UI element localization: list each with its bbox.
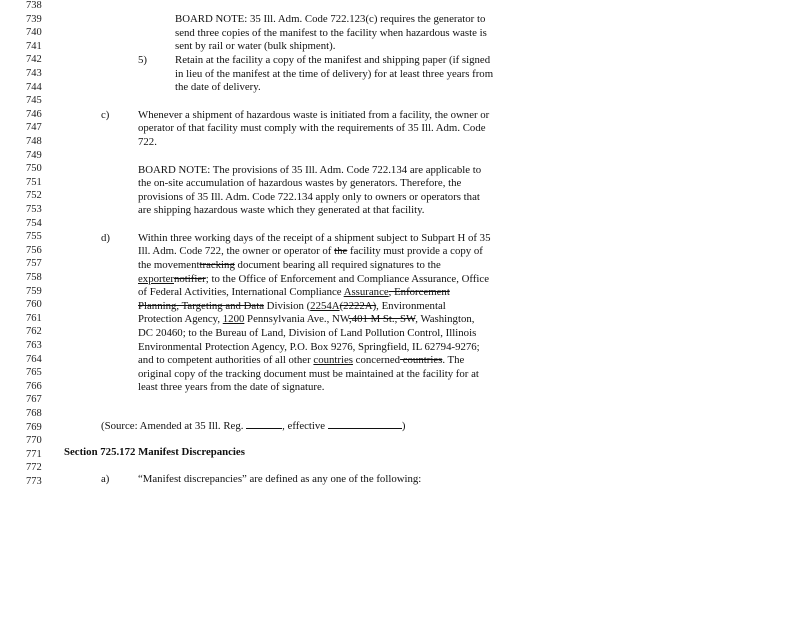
line-number: 738 — [26, 0, 42, 11]
inserted-text: Assurance — [343, 286, 389, 298]
deleted-text: Planning, Targeting and Data — [138, 300, 264, 312]
line-number: 740 — [26, 27, 42, 39]
line-number: 758 — [26, 272, 42, 283]
blank-line — [246, 418, 282, 429]
board-note-line: are shipping hazardous waste which they generated at that facility. — [138, 204, 425, 216]
inserted-text: countries — [313, 354, 353, 366]
paragraph-line: the date of delivery. — [175, 81, 261, 93]
paragraph-line: Protection Agency, 1200 Pennsylvania Ave., NW,401 M St., SW, Washington, — [138, 313, 475, 325]
line-number: 750 — [26, 163, 42, 175]
line-number: 762 — [26, 326, 42, 338]
paragraph-line: Whenever a shipment of hazardous waste is initiated from a facility, the owner or — [138, 109, 490, 121]
line-number: 742 — [26, 54, 42, 66]
deleted-text: ,401 M St., SW — [349, 313, 416, 325]
board-note-line: BOARD NOTE: The provisions of 35 Ill. Adm. Code 722.134 are applicable to — [138, 164, 482, 176]
line-number: 761 — [26, 312, 42, 324]
item-marker: 5) — [138, 54, 147, 66]
item-marker: c) — [101, 109, 110, 121]
inserted-text: exporter — [138, 273, 174, 285]
deleted-text: countries — [400, 354, 443, 366]
paragraph-line: operator of that facility must comply with the requirements of 35 Ill. Adm. Code — [138, 122, 486, 134]
paragraph-line: Ill. Adm. Code 722, the owner or operator of the facility must provide a copy of — [138, 245, 483, 257]
deleted-text: tracking — [199, 259, 235, 271]
paragraph-line: and to competent authorities of all other countries concerned countries. The — [138, 354, 465, 366]
line-number: 752 — [26, 190, 42, 202]
line-number: 744 — [26, 81, 42, 93]
line-number: 769 — [26, 421, 42, 433]
deleted-text: the — [334, 245, 348, 257]
line-number: 741 — [26, 40, 42, 52]
line-number: 745 — [26, 95, 42, 107]
line-number: 739 — [26, 13, 42, 25]
paragraph-line: the movementtracking document bearing all required signatures to the — [138, 259, 441, 271]
line-number: 743 — [26, 68, 42, 79]
paragraph-line: “Manifest discrepancies” are defined as any one of the following: — [138, 473, 422, 485]
deleted-text: notifier — [173, 273, 206, 285]
paragraph-line: original copy of the tracking document must be maintained at the facility for at — [138, 368, 479, 380]
deleted-text: (2222A) — [339, 300, 377, 312]
board-note-line: provisions of 35 Ill. Adm. Code 722.134 apply only to owners or operators that — [138, 191, 480, 203]
line-number: 746 — [26, 108, 42, 120]
board-note-line: the on-site accumulation of hazardous wastes by generators. Therefore, the — [138, 177, 462, 189]
item-marker: d) — [101, 232, 110, 244]
line-number: 759 — [26, 285, 42, 297]
blank-line — [328, 418, 402, 429]
item-marker: a) — [101, 473, 110, 485]
paragraph-line: DC 20460; to the Bureau of Land, Division of Land Pollution Control, Illinois — [138, 327, 477, 339]
line-number: 748 — [26, 136, 42, 147]
deleted-text: , Enforcement — [388, 286, 450, 298]
line-number: 763 — [26, 340, 42, 351]
inserted-text: 1200 — [222, 313, 245, 325]
line-number: 765 — [26, 367, 42, 379]
line-number: 771 — [26, 448, 42, 460]
line-number: 756 — [26, 244, 42, 256]
board-note-line: BOARD NOTE: 35 Ill. Adm. Code 722.123(c) requires the generator to — [175, 13, 486, 25]
line-number: 768 — [26, 408, 42, 419]
line-number: 751 — [26, 176, 42, 188]
source-note: (Source: Amended at 35 Ill. Reg. , effective ) — [101, 420, 406, 432]
board-note-line: sent by rail or water (bulk shipment). — [175, 40, 336, 52]
paragraph-line: exporternotifier; to the Office of Enforcement and Compliance Assurance, Office — [138, 273, 489, 285]
inserted-text: 2254A — [310, 300, 340, 312]
line-number: 770 — [26, 435, 42, 447]
paragraph-line: in lieu of the manifest at the time of delivery) for at least three years from — [175, 68, 494, 80]
line-number: 747 — [26, 122, 42, 134]
line-number: 749 — [26, 149, 42, 161]
line-number: 766 — [26, 380, 42, 392]
paragraph-line: Planning, Targeting and Data Division (2254A(2222A), Environmental — [138, 300, 446, 312]
paragraph-line: least three years from the date of signature. — [138, 381, 325, 393]
paragraph-line: Retain at the facility a copy of the manifest and shipping paper (if signed — [175, 54, 491, 66]
paragraph-line: Environmental Protection Agency, P.O. Box 9276, Springfield, IL 62794-9276; — [138, 341, 480, 353]
line-number: 767 — [26, 394, 42, 406]
line-number: 755 — [26, 231, 42, 243]
line-number: 773 — [26, 476, 42, 487]
paragraph-line: Within three working days of the receipt of a shipment subject to Subpart H of 35 — [138, 232, 491, 244]
line-number: 754 — [26, 217, 42, 229]
line-number: 760 — [26, 299, 42, 311]
paragraph-line: 722. — [138, 136, 157, 148]
line-number: 772 — [26, 462, 42, 474]
section-heading: Section 725.172 Manifest Discrepancies — [64, 446, 245, 458]
board-note-line: send three copies of the manifest to the facility when hazardous waste is — [175, 27, 487, 39]
line-number: 753 — [26, 204, 42, 215]
line-number: 757 — [26, 258, 42, 270]
line-number: 764 — [26, 353, 42, 365]
paragraph-line: of Federal Activities, International Compliance Assurance, Enforcement — [138, 286, 450, 298]
